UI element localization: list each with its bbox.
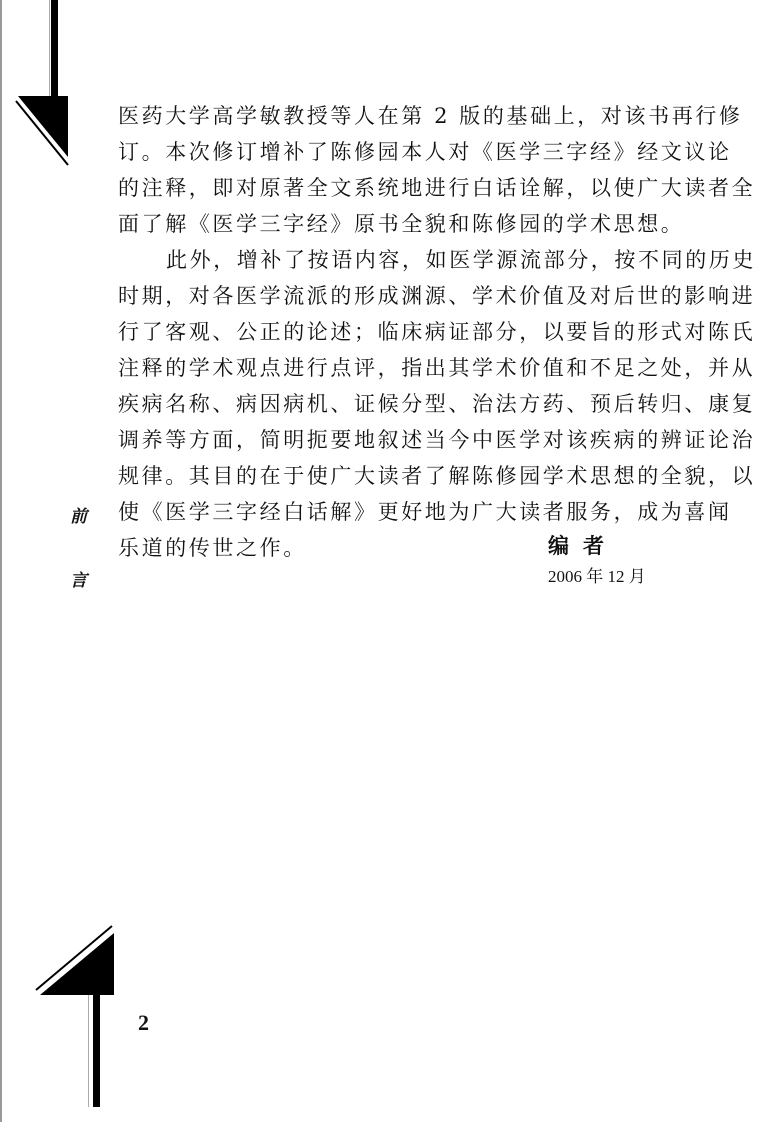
text-line: 订。本次修订增补了陈修园本人对《医学三字经》经文议论	[118, 140, 732, 164]
signature: 编者	[548, 533, 618, 558]
date: 2006 年 12 月	[548, 567, 646, 586]
side-label-char: 前	[70, 507, 87, 527]
text-line: 时期，对各医学流派的形成渊源、学术价值及对后世的影响进	[118, 284, 756, 308]
text-line: 的注释，即对原著全文系统地进行白话诠解，以使广大读者全	[118, 176, 756, 200]
text-line: 面了解《医学三字经》原书全貌和陈修园的学术思想。	[118, 212, 685, 236]
text-line: 此外，增补了按语内容，如医学源流部分，按不同的历史	[166, 248, 756, 272]
top-arrow-icon	[16, 0, 68, 165]
page-number: 2	[138, 1010, 149, 1035]
text-line: 规律。其目的在于使广大读者了解陈修园学术思想的全貌，以	[118, 464, 756, 488]
text-line: 调养等方面，简明扼要地叙述当今中医学对该疾病的辨证论治	[118, 428, 756, 452]
preface-body	[118, 98, 756, 566]
text-line: 疾病名称、病因病机、证候分型、治法方药、预后转归、康复	[118, 392, 756, 416]
side-label-char: 言	[70, 571, 87, 591]
text-line: 乐道的传世之作。	[118, 536, 307, 560]
text-line: 注释的学术观点进行点评，指出其学术价值和不足之处，并从	[118, 356, 756, 380]
text-line: 医药大学高学敏教授等人在第 2 版的基础上，对该书再行修	[118, 104, 743, 128]
bottom-arrow-icon	[36, 926, 114, 1107]
text-line: 行了客观、公正的论述；临床病证部分，以要旨的形式对陈氏	[118, 320, 756, 344]
text-line: 使《医学三字经白话解》更好地为广大读者服务，成为喜闻	[118, 500, 732, 524]
